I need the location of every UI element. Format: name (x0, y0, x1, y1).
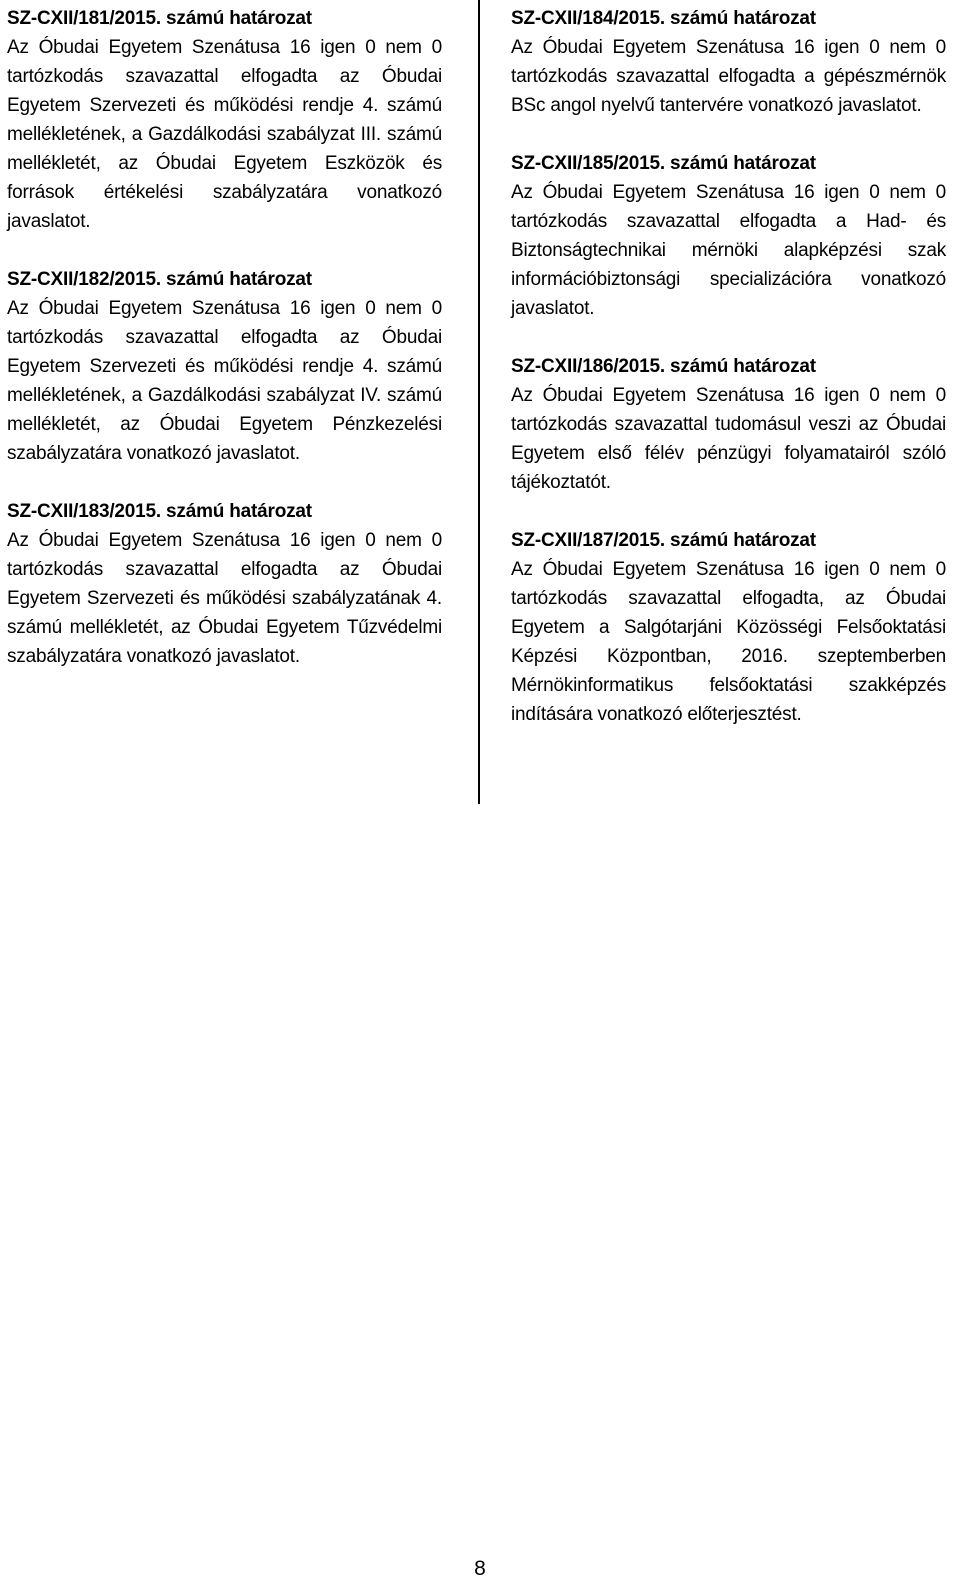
resolution-body: Az Óbudai Egyetem Szenátusa 16 igen 0 nem 0 tartózkodás szavazattal elfogadta a gépészmérnök BSc angol nyelvű tantervére vonatkozó javaslatot. (511, 37, 946, 116)
resolution-title: SZ-CXII/186/2015. számú határozat (511, 356, 816, 377)
resolution-185 (511, 149, 946, 323)
page-number: 8 (474, 1557, 486, 1580)
left-column (7, 4, 442, 700)
resolution-184 (511, 4, 946, 120)
resolution-title: SZ-CXII/181/2015. számú határozat (7, 8, 312, 29)
column-divider (478, 0, 480, 804)
resolution-body: Az Óbudai Egyetem Szenátusa 16 igen 0 nem 0 tartózkodás szavazattal tudomásul veszi az Óbudai Egyetem első félév pénzügyi folyamatairól szóló tájékoztatót. (511, 385, 946, 493)
resolution-181 (7, 4, 442, 236)
resolution-186 (511, 352, 946, 497)
resolution-title: SZ-CXII/182/2015. számú határozat (7, 269, 312, 290)
resolution-title: SZ-CXII/187/2015. számú határozat (511, 530, 816, 551)
right-column (511, 4, 946, 758)
resolution-body: Az Óbudai Egyetem Szenátusa 16 igen 0 nem 0 tartózkodás szavazattal elfogadta, az Óbudai Egyetem a Salgótarjáni Közösségi Felsőoktatási Képzési Központban, 2016. szeptemberben Mérnökinformatikus felsőoktatási szakképzés indítására vonatkozó előterjesztést. (511, 559, 946, 725)
resolution-title: SZ-CXII/184/2015. számú határozat (511, 8, 816, 29)
resolution-title: SZ-CXII/185/2015. számú határozat (511, 153, 816, 174)
resolution-182 (7, 265, 442, 468)
resolution-187 (511, 526, 946, 729)
resolution-body: Az Óbudai Egyetem Szenátusa 16 igen 0 nem 0 tartózkodás szavazattal elfogadta az Óbudai Egyetem Szervezeti és működési szabályzatának 4. számú mellékletét, az Óbudai Egyetem Tűzvédelmi szabályzatára vonatkozó javaslatot. (7, 530, 442, 667)
resolution-183 (7, 497, 442, 671)
resolution-body: Az Óbudai Egyetem Szenátusa 16 igen 0 nem 0 tartózkodás szavazattal elfogadta az Óbudai Egyetem Szervezeti és működési rendje 4. számú mellékletének, a Gazdálkodási szabályzat III. számú mellékletét, az Óbudai Egyetem Eszközök és források értékelési szabályzatára vonatkozó javaslatot. (7, 37, 442, 232)
resolution-body: Az Óbudai Egyetem Szenátusa 16 igen 0 nem 0 tartózkodás szavazattal elfogadta a Had- és Biztonságtechnikai mérnöki alapképzési szak információbiztonsági specializációra vonatkozó javaslatot. (511, 182, 946, 319)
resolution-body: Az Óbudai Egyetem Szenátusa 16 igen 0 nem 0 tartózkodás szavazattal elfogadta az Óbudai Egyetem Szervezeti és működési rendje 4. számú mellékletének, a Gazdálkodási szabályzat IV. számú mellékletét, az Óbudai Egyetem Pénzkezelési szabályzatára vonatkozó javaslatot. (7, 298, 442, 464)
resolution-title: SZ-CXII/183/2015. számú határozat (7, 501, 312, 522)
